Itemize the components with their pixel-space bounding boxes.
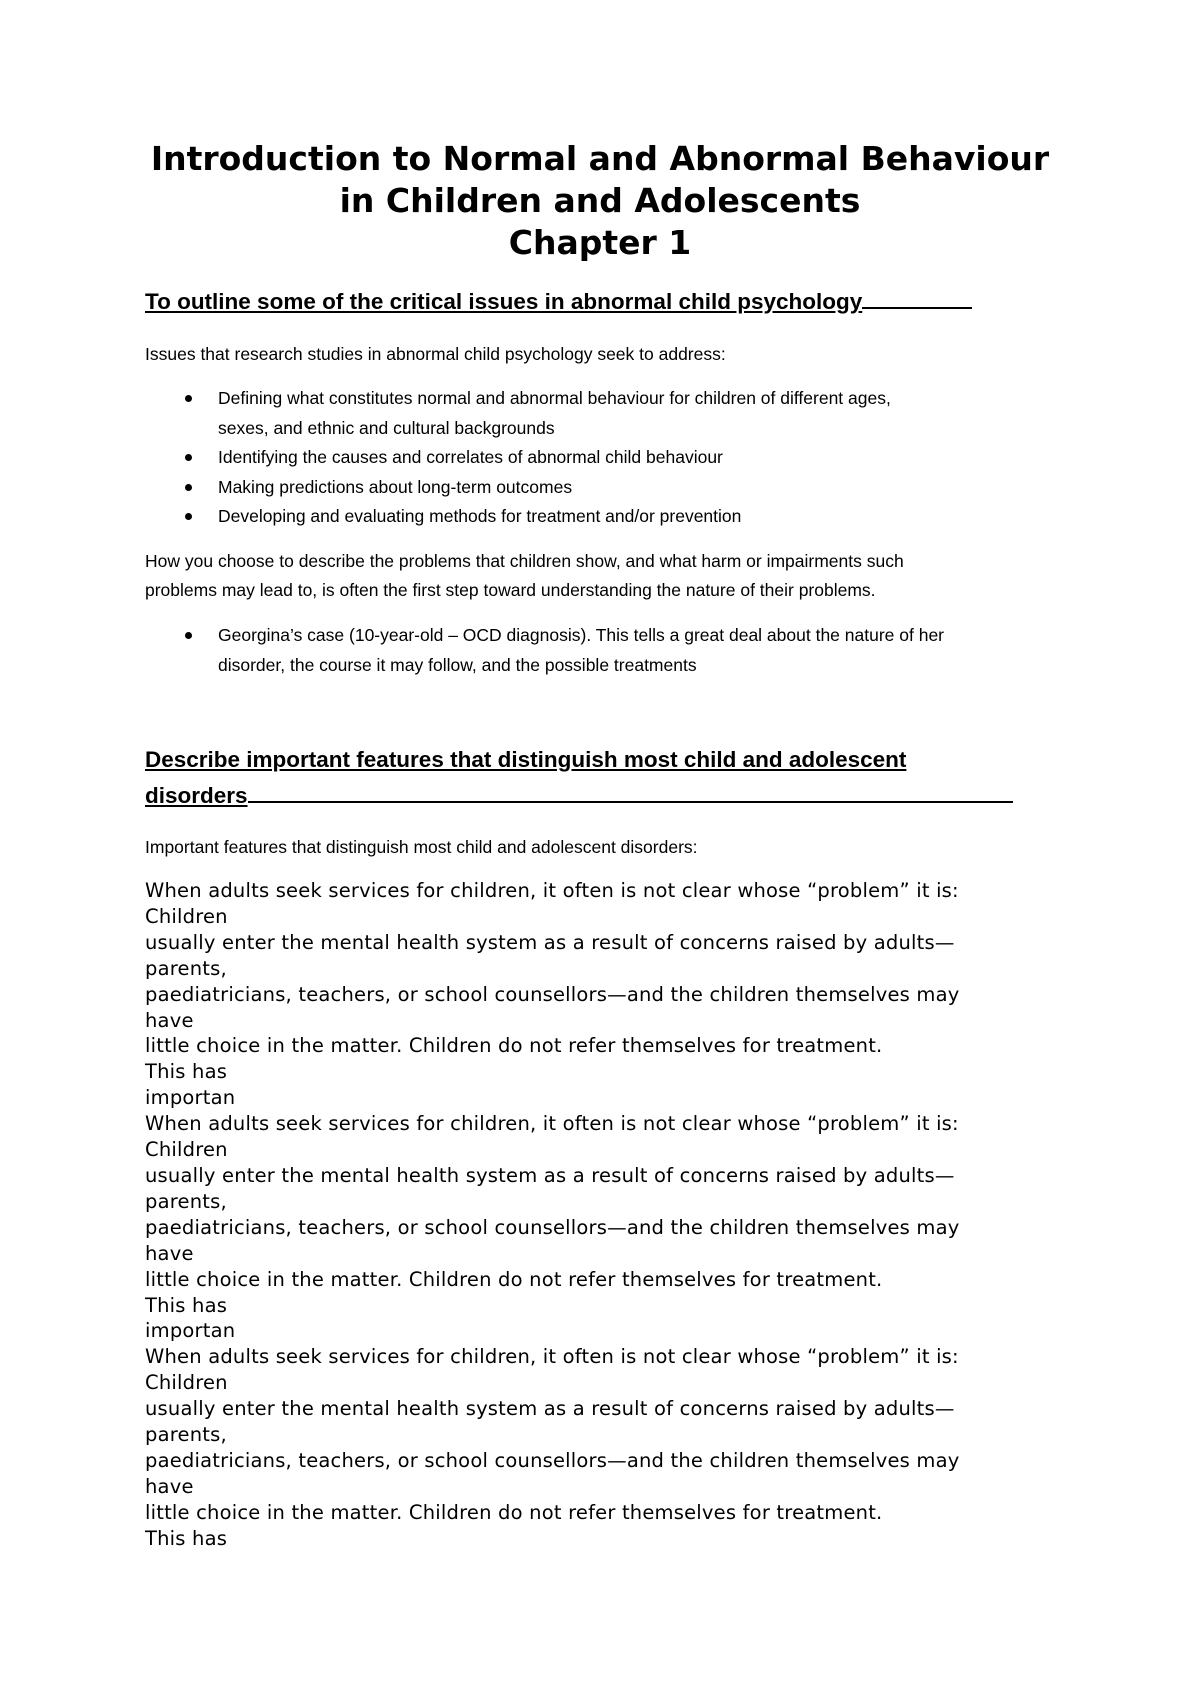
body-line: paediatricians, teachers, or school counsellors—and the children themselves may	[145, 1215, 960, 1239]
paragraph-line: problems may lead to, is often the first step toward understanding the nature of their problems.	[145, 580, 876, 600]
body-line: have	[145, 1474, 194, 1498]
section-2-intro: Important features that distinguish most child and adolescent disorders:	[145, 837, 698, 857]
body-line: usually enter the mental health system as a result of concerns raised by adults—	[145, 930, 955, 954]
title-line-3: Chapter 1	[508, 223, 692, 262]
body-line: Children	[145, 1138, 228, 1162]
case-list	[145, 621, 944, 680]
section-1-heading-text: To outline some of the critical issues in abnormal child psychology	[145, 289, 863, 314]
body-line: have	[145, 1241, 194, 1265]
list-item-text: Developing and evaluating methods for treatment and/or prevention	[218, 506, 742, 526]
body-line: paediatricians, teachers, or school counsellors—and the children themselves may	[145, 1448, 960, 1472]
heading-underline-fill	[248, 800, 1013, 803]
body-paragraph	[145, 878, 1065, 1552]
list-item-text-continued: disorder, the course it may follow, and the possible treatments	[218, 654, 697, 675]
list-item	[145, 443, 891, 473]
body-line: paediatricians, teachers, or school counsellors—and the children themselves may	[145, 982, 960, 1006]
list-item	[145, 621, 944, 680]
body-line: little choice in the matter. Children do not refer themselves for treatment.	[145, 1034, 883, 1058]
bullet-icon	[185, 454, 192, 461]
section-1-paragraph	[145, 547, 904, 605]
list-item-text: Defining what constitutes normal and abnormal behaviour for children of different ages,	[218, 388, 891, 408]
title-line-2: in Children and Adolescents	[339, 181, 861, 220]
section-2-heading-line-1: Describe important features that distinguish most child and adolescent	[145, 747, 907, 772]
list-item-text-continued: sexes, and ethnic and cultural backgrounds	[218, 417, 555, 438]
paragraph-line: How you choose to describe the problems that children show, and what harm or impairments such	[145, 551, 904, 571]
bullet-icon	[185, 484, 192, 491]
list-item	[145, 473, 891, 503]
body-line: importan	[145, 1319, 236, 1343]
bullet-icon	[185, 632, 192, 639]
issues-list	[145, 384, 891, 532]
section-2-heading	[145, 742, 1013, 814]
body-line: usually enter the mental health system as a result of concerns raised by adults—	[145, 1397, 955, 1421]
body-line: This has	[145, 1526, 228, 1550]
list-item	[145, 384, 891, 443]
bullet-icon	[185, 395, 192, 402]
section-1-heading	[145, 284, 972, 320]
body-line: little choice in the matter. Children do not refer themselves for treatment.	[145, 1500, 883, 1524]
body-line: This has	[145, 1293, 228, 1317]
body-line: When adults seek services for children, it often is not clear whose “problem” it is:	[145, 879, 959, 902]
heading-underline-fill	[862, 306, 972, 309]
body-line: Children	[145, 1371, 228, 1395]
body-line: little choice in the matter. Children do not refer themselves for treatment.	[145, 1267, 883, 1291]
bullet-icon	[185, 513, 192, 520]
body-line: parents,	[145, 956, 227, 980]
section-1-intro: Issues that research studies in abnormal child psychology seek to address:	[145, 344, 726, 364]
section-2-heading-line-2	[145, 778, 1013, 814]
document-title	[0, 138, 1200, 264]
body-line: importan	[145, 1086, 236, 1110]
body-line: have	[145, 1008, 194, 1032]
body-line: When adults seek services for children, it often is not clear whose “problem” it is:	[145, 1345, 959, 1369]
title-line-1: Introduction to Normal and Abnormal Behaviour	[150, 139, 1050, 178]
list-item	[145, 502, 891, 532]
body-line: This has	[145, 1060, 228, 1084]
list-item-text: Identifying the causes and correlates of abnormal child behaviour	[218, 447, 723, 467]
body-line: parents,	[145, 1189, 227, 1213]
list-item-text: Making predictions about long-term outcomes	[218, 476, 573, 497]
list-item-text: Georgina’s case (10-year-old – OCD diagnosis). This tells a great deal about the nature of her	[218, 625, 945, 645]
body-line: usually enter the mental health system as a result of concerns raised by adults—	[145, 1163, 955, 1187]
section-2-heading-line-2-text: disorders	[145, 783, 248, 808]
body-line: Children	[145, 904, 228, 928]
body-line: parents,	[145, 1423, 227, 1447]
body-line: When adults seek services for children, it often is not clear whose “problem” it is:	[145, 1112, 959, 1136]
